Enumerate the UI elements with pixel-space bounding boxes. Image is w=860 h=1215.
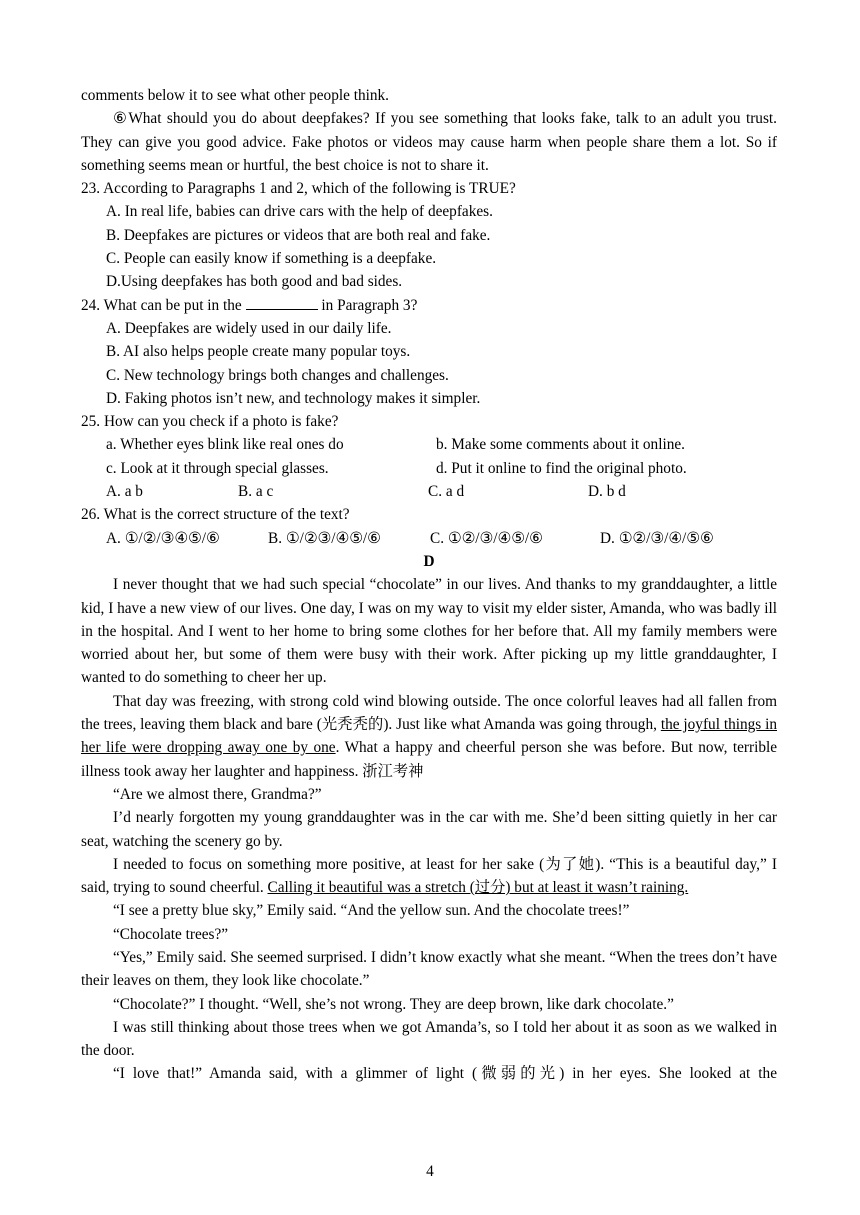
q25-item-b: b. Make some comments about it online. [436,436,685,454]
answer-blank [246,295,318,310]
q24-option-d: D. Faking photos isn’t new, and technology makes it simpler. [106,389,481,407]
q24-option-a: A. Deepfakes are widely used in our daily life. [106,319,392,337]
q24-option-c: C. New technology brings both changes and challenges. [106,366,449,384]
question-25: 25. How can you check if a photo is fake? [81,413,339,431]
q23-option-c: C. People can easily know if something is a deepfake. [106,250,437,268]
q25-option-b: B. a c [238,483,274,501]
q23-option-a: A. In real life, babies can drive cars with the help of deepfakes. [106,203,493,221]
story-paragraph-6: “I see a pretty blue sky,” Emily said. “And the yellow sun. And the chocolate trees!” [113,902,630,920]
q25-option-c: C. a d [428,483,465,501]
story-paragraph-1: I never thought that we had such special “chocolate” in our lives. And thanks to my granddaughter, a little kid, I have a new view of our lives. One day, I was on my way to visit my elder sister, Amanda, who was badly ill in the hospital. And I went to her home to bring some clothes for her before that. All my family members were worried about her, but some of them were busy with their work. After picking up my little granddaughter, I wanted to do something to cheer her up. [81,576,777,687]
paragraph-continuation: comments below it to see what other people think. [81,87,389,104]
story-paragraph-2 [81,690,777,783]
q25-items-row-1 [81,433,777,456]
q26-option-d: D. ①②/③/④/⑤⑥ [600,529,714,547]
q25-options [81,480,777,503]
question-26: 26. What is the correct structure of the text? [81,506,350,524]
page-number: 4 [426,1163,434,1180]
underlined-sentence-2: Calling it beautiful was a stretch (过分) but at least it wasn’t raining. [267,879,689,897]
q23-option-b: B. Deepfakes are pictures or videos that are both real and fake. [106,226,491,244]
q25-item-c: c. Look at it through special glasses. [106,459,329,477]
q26-options [81,527,777,550]
q25-items-row-2 [81,457,777,480]
story-paragraph-9: “Chocolate?” I thought. “Well, she’s not wrong. They are deep brown, like dark chocolate.” [113,995,674,1013]
q24-text-start: 24. What can be put in the [81,296,246,314]
story-p2-start: That day was freezing, with strong cold wind blowing outside. The once colorful leaves had all fallen from the trees, leaving them black and bare (光秃秃的). Just like what Amanda was going through, [81,692,777,734]
page-content [81,84,777,1086]
paragraph-6: ⑥What should you do about deepfakes? If you see something that looks fake, talk to an adult you trust. They can give you good advice. Fake photos or videos may cause harm when people share them a lot. So if something seems mean or hurtful, the best choice is not to share it. [81,110,777,174]
q26-option-a: A. ①/②/③④⑤/⑥ [106,529,220,547]
story-p2-end: . What a happy and cheerful person she was before. But now, terrible illness took away her laughter and happiness. 浙江考神 [81,739,778,780]
q23-option-d: D.Using deepfakes has both good and bad sides. [106,273,403,291]
story-paragraph-5 [81,853,777,900]
underlined-sentence-1: the joyful things in her life were dropping away one by one [81,716,778,757]
q24-text-end: in Paragraph 3? [317,296,418,314]
story-paragraph-11: “I love that!” Amanda said, with a glimmer of light (微弱的光) in her eyes. She looked at the [113,1065,777,1083]
story-p5-start: I needed to focus on something more positive, at least for her sake (为了她). “This is a beautiful day,” I said, trying to sound cheerful. [81,855,777,897]
q26-option-c: C. ①②/③/④⑤/⑥ [430,529,543,547]
section-heading-d: D [423,552,435,570]
q25-item-a: a. Whether eyes blink like real ones do [106,436,344,454]
q25-item-d: d. Put it online to find the original photo. [436,459,687,477]
q24-option-b: B. AI also helps people create many popular toys. [106,343,411,361]
story-paragraph-4: I’d nearly forgotten my young granddaughter was in the car with me. She’d been sitting quietly in her car seat, watching the scenery go by. [81,809,777,850]
q25-option-a: A. a b [106,483,143,501]
story-paragraph-7: “Chocolate trees?” [113,925,229,943]
question-24 [81,294,777,317]
q25-option-d: D. b d [588,483,626,501]
story-paragraph-3: “Are we almost there, Grandma?” [113,785,322,803]
story-paragraph-10: I was still thinking about those trees when we got Amanda’s, so I told her about it as soon as we walked in the door. [81,1018,777,1060]
story-paragraph-8: “Yes,” Emily said. She seemed surprised. I didn’t know exactly what she meant. “When the trees don’t have their leaves on them, they look like chocolate.” [81,948,777,990]
q26-option-b: B. ①/②③/④⑤/⑥ [268,529,381,547]
question-23: 23. According to Paragraphs 1 and 2, which of the following is TRUE? [81,180,516,198]
